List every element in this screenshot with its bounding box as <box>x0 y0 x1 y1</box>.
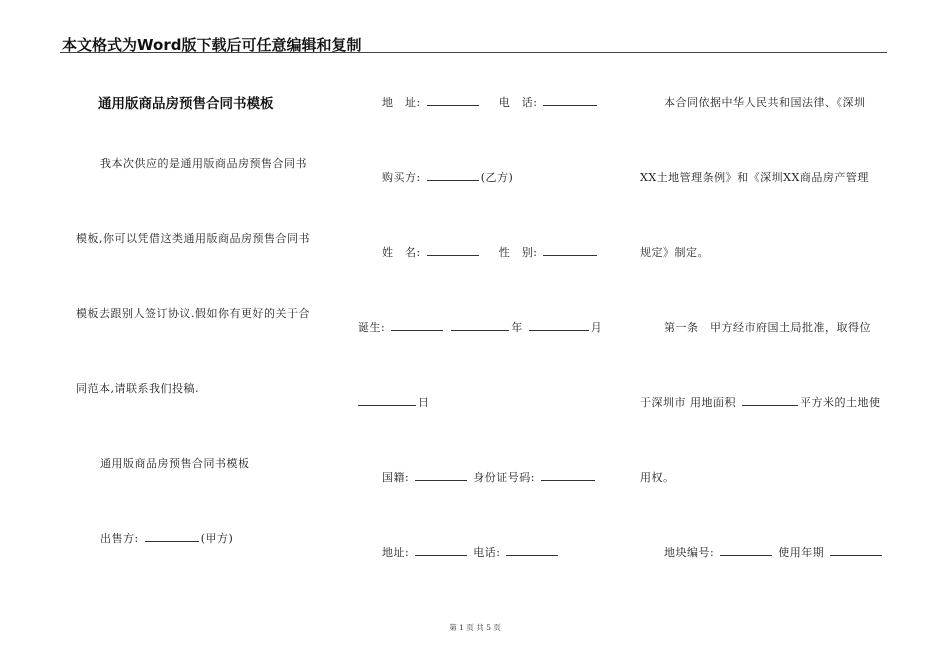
seller-blank <box>145 531 199 542</box>
intro-line-3: 模板去跟别人签订协议.假如你有更好的关于合 <box>76 307 310 320</box>
plot-number-line <box>664 544 884 560</box>
day-label: 日 <box>418 396 430 409</box>
id-blank <box>541 470 595 481</box>
day-blank <box>358 395 416 406</box>
address2-label: 地址: <box>382 546 410 559</box>
contract-basis-line-1: 本合同依据中华人民共和国法律、《深圳 <box>664 96 866 109</box>
nationality-label: 国籍: <box>382 471 410 484</box>
phone2-blank <box>506 545 558 556</box>
birth-line <box>358 319 602 335</box>
buyer-label: 购买方: <box>382 171 421 184</box>
month-label: 月 <box>590 321 603 334</box>
subtitle-line: 通用版商品房预售合同书模板 <box>100 457 250 470</box>
name-blank <box>427 245 479 256</box>
article-one-line-3: 用权。 <box>640 471 675 484</box>
contract-basis-line-2: XX土地管理条例》和《深圳XX商品房产管理 <box>640 171 869 184</box>
seller-address-line <box>382 94 599 110</box>
contract-basis-line-3: 规定》制定。 <box>640 246 709 259</box>
name-label: 姓 名: <box>382 246 421 259</box>
birth-blank-3 <box>529 320 589 331</box>
phone-blank <box>543 95 597 106</box>
id-label: 身份证号码: <box>473 471 535 484</box>
document-header: 本文格式为Word版下载后可任意编辑和复制 <box>62 36 362 54</box>
nationality-blank <box>415 470 467 481</box>
plot-number-label: 地块编号: <box>664 546 715 559</box>
birth-blank-2 <box>451 320 509 331</box>
column-right <box>640 0 890 600</box>
intro-line-1: 我本次供应的是通用版商品房预售合同书 <box>100 157 307 170</box>
page-number: 第 1 页 共 5 页 <box>449 623 501 632</box>
intro-line-2: 模板,你可以凭借这类通用版商品房预售合同书 <box>76 232 310 245</box>
buyer-address-line <box>382 544 560 560</box>
land-area-label: 于深圳市 用地面积 <box>640 396 736 409</box>
buyer-line <box>382 169 513 185</box>
use-term-label: 使用年期 <box>778 546 825 559</box>
land-area-suffix: 平方米的土地使 <box>800 396 881 409</box>
intro-line-4: 同范本,请联系我们投稿. <box>76 382 199 395</box>
buyer-blank <box>427 170 479 181</box>
buyer-suffix: (乙方) <box>480 171 514 184</box>
gender-blank <box>543 245 597 256</box>
address2-blank <box>415 545 467 556</box>
seller-line <box>100 530 233 546</box>
phone2-label: 电话: <box>473 546 501 559</box>
birth-blank-1 <box>391 320 443 331</box>
plot-number-blank <box>720 545 772 556</box>
column-left <box>60 0 335 600</box>
nationality-id-line <box>382 469 597 485</box>
column-middle <box>355 0 615 600</box>
birth-label: 诞生: <box>358 321 386 334</box>
seller-suffix: (甲方) <box>200 532 234 545</box>
address-blank <box>427 95 479 106</box>
document-title: 通用版商品房预售合同书模板 <box>98 96 274 112</box>
seller-label: 出售方: <box>100 532 139 545</box>
day-line <box>358 394 430 410</box>
article-one-line-2 <box>640 394 881 410</box>
year-label: 年 <box>511 321 523 334</box>
gender-label: 性 别: <box>498 246 538 259</box>
article-one-line-1: 第一条 甲方经市府国土局批准，取得位 <box>664 321 871 334</box>
phone-label: 电 话: <box>498 96 538 109</box>
use-term-blank <box>830 545 882 556</box>
address-label: 地 址: <box>382 96 421 109</box>
land-area-blank <box>742 395 798 406</box>
name-gender-line <box>382 244 599 260</box>
